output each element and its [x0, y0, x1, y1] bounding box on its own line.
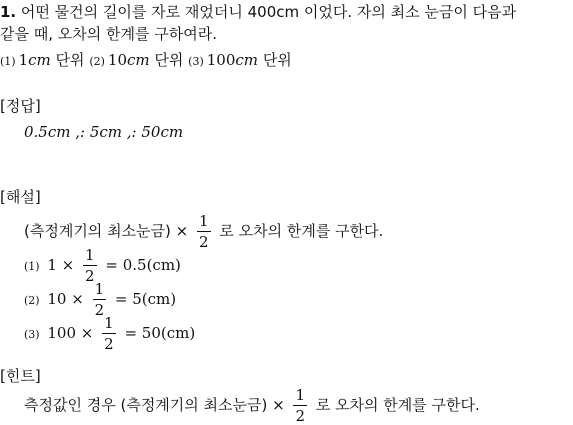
option-1: (1) 1cm 단위: [0, 51, 85, 69]
fraction-one-half: $\frac{1}{2}$: [85, 246, 95, 285]
fraction-one-half: $\frac{1}{2}$: [295, 386, 306, 425]
hint-heading: [힌트]: [0, 367, 41, 385]
explanation-heading: [해설]: [0, 188, 41, 206]
fraction-one-half: $\frac{1}{2}$: [104, 314, 114, 353]
answer-text: 0.5cm ,: 5cm ,: 50cm: [24, 123, 184, 141]
problem-text-1: 어떤 물건의 길이를 자로 재었더니 400cm 이었다. 자의 최소 눈금이 다음과: [20, 3, 517, 21]
problem-number: 1.: [0, 3, 17, 21]
fraction-one-half: $\frac{1}{2}$: [94, 280, 105, 319]
problem-options: [0, 50, 292, 72]
explanation-step-1: (1) 1 × $\frac{1}{2}$ = 0.5(cm): [24, 246, 181, 285]
fraction-one-half: $\frac{1}{2}$: [199, 212, 209, 251]
option-3: (3) 100cm 단위: [188, 51, 292, 69]
hint-text: 측정값인 경우 (측정계기의 최소눈금) × $\frac{1}{2}$ 로 오차의 한계를 구한다.: [24, 386, 480, 425]
answer-heading: [정답]: [0, 97, 41, 115]
option-2: (2) 10cm 단위: [89, 51, 184, 69]
explanation-step-2: (2) 10 × $\frac{1}{2}$ = 5(cm): [24, 280, 177, 319]
explanation-rule: (측정계기의 최소눈금) × $\frac{1}{2}$ 로 오차의 한계를 구한다.: [24, 212, 384, 251]
explanation-step-3: (3) 100 × $\frac{1}{2}$ = 50(cm): [24, 314, 196, 353]
problem-statement-line2: 같을 때, 오차의 한계를 구하여라.: [0, 25, 217, 43]
problem-statement-line1: [0, 2, 516, 22]
